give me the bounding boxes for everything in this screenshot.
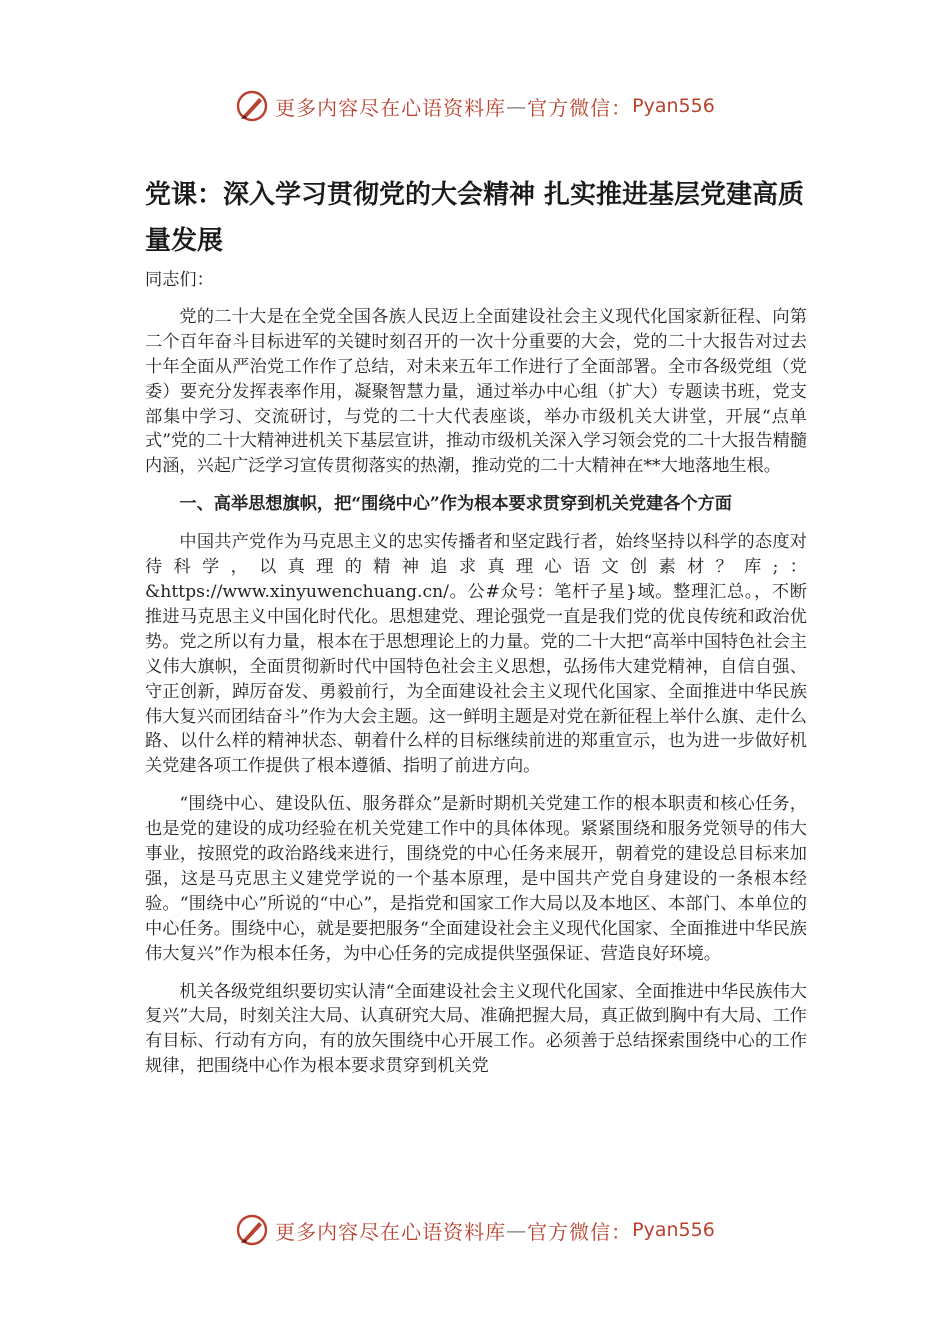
footer-banner: [0, 1210, 950, 1250]
pen-logo-icon: [235, 1213, 269, 1247]
banner-wechat-id: Pyan556: [632, 1219, 715, 1241]
greeting: 同志们：: [145, 270, 214, 290]
banner-separator: —: [506, 94, 528, 118]
banner-text: 更多内容尽在心语资料库: [275, 1219, 507, 1244]
banner-separator: —: [506, 1218, 528, 1242]
banner-label: 官方微信：: [527, 1219, 633, 1244]
paragraph: 机关各级党组织要切实认清“全面建设社会主义现代化国家、全面推进中华民族伟大复兴”大局，时刻关注大局、认真研究大局、准确把握大局，真正做到胸中有大局、工作有目标、行动有方向，有的放矢围绕中心开展工作。必须善于总结探索围绕中心的工作规律，把围绕中心作为根本要求贯穿到机关党: [145, 981, 807, 1077]
banner-text: 更多内容尽在心语资料库: [275, 95, 507, 120]
banner-wechat-id: Pyan556: [632, 95, 715, 117]
banner-label: 官方微信：: [527, 95, 633, 120]
paragraph: “围绕中心、建设队伍、服务群众”是新时期机关党建工作的根本职责和核心任务，也是党的建设的成功经验在机关党建工作中的具体体现。紧紧围绕和服务党领导的伟大事业，按照党的政治路线来进行，围绕党的中心任务来展开，朝着党的建设总目标来加强，这是马克思主义建党学说的一个基本原理，是中国共产党自身建设的一条根本经验。“围绕中心”所说的“中心”，是指党和国家工作大局以及本地区、本部门、本单位的中心任务。围绕中心，就是要把服务“全面建设社会主义现代化国家、全面推进中华民族伟大复兴”作为根本任务，为中心任务的完成提供坚强保证、营造良好环境。: [145, 794, 807, 964]
section-heading: 一、高举思想旗帜，把“围绕中心”作为根本要求贯穿到机关党建各个方面: [179, 494, 732, 515]
document-body: [145, 172, 807, 1092]
pen-logo-icon: [235, 89, 269, 123]
paragraph-intro: 党的二十大是在全党全国各族人民迈上全面建设社会主义现代化国家新征程、向第二个百年奋斗目标进军的关键时刻召开的一次十分重要的大会，党的二十大报告对过去十年全面从严治党工作作了总结，对未来五年工作进行了全面部署。全市各级党组（党委）要充分发挥表率作用，凝聚智慧力量，通过举办中心组（扩大）专题读书班，党支部集中学习、交流研讨，与党的二十大代表座谈，举办市级机关大讲堂，开展“点单式”党的二十大精神进机关下基层宣讲，推动市级机关深入学习领会党的二十大报告精髓内涵，兴起广泛学习宣传贯彻落实的热潮，推动党的二十大精神在**大地落地生根。: [145, 306, 807, 477]
document-title: 党课：深入学习贯彻党的大会精神 扎实推进基层党建高质量发展: [145, 180, 805, 256]
paragraph: 中国共产党作为马克思主义的忠实传播者和坚定践行者，始终坚持以科学的态度对待科学，以真理的精神追求真理心语文创素材？库;：&https://www.xinyuwenchuang.cn/。公#众号：笔杆子星}域。整理汇总。，不断推进马克思主义中国化时代化。思想建党、理论强党一直是我们党的优良传统和政治优势。党之所以有力量，根本在于思想理论上的力量。党的二十大把“高举中国特色社会主义伟大旗帜，全面贯彻新时代中国特色社会主义思想，弘扬伟大建党精神，自信自强、守正创新，踔厉奋发、勇毅前行，为全面建设社会主义现代化国家、全面推进中华民族伟大复兴而团结奋斗”作为大会主题。这一鲜明主题是对党在新征程上举什么旗、走什么路、以什么样的精神状态、朝着什么样的目标继续前进的郑重宣示，也为进一步做好机关党建各项工作提供了根本遵循、指明了前进方向。: [145, 532, 807, 777]
header-banner: [0, 86, 950, 126]
